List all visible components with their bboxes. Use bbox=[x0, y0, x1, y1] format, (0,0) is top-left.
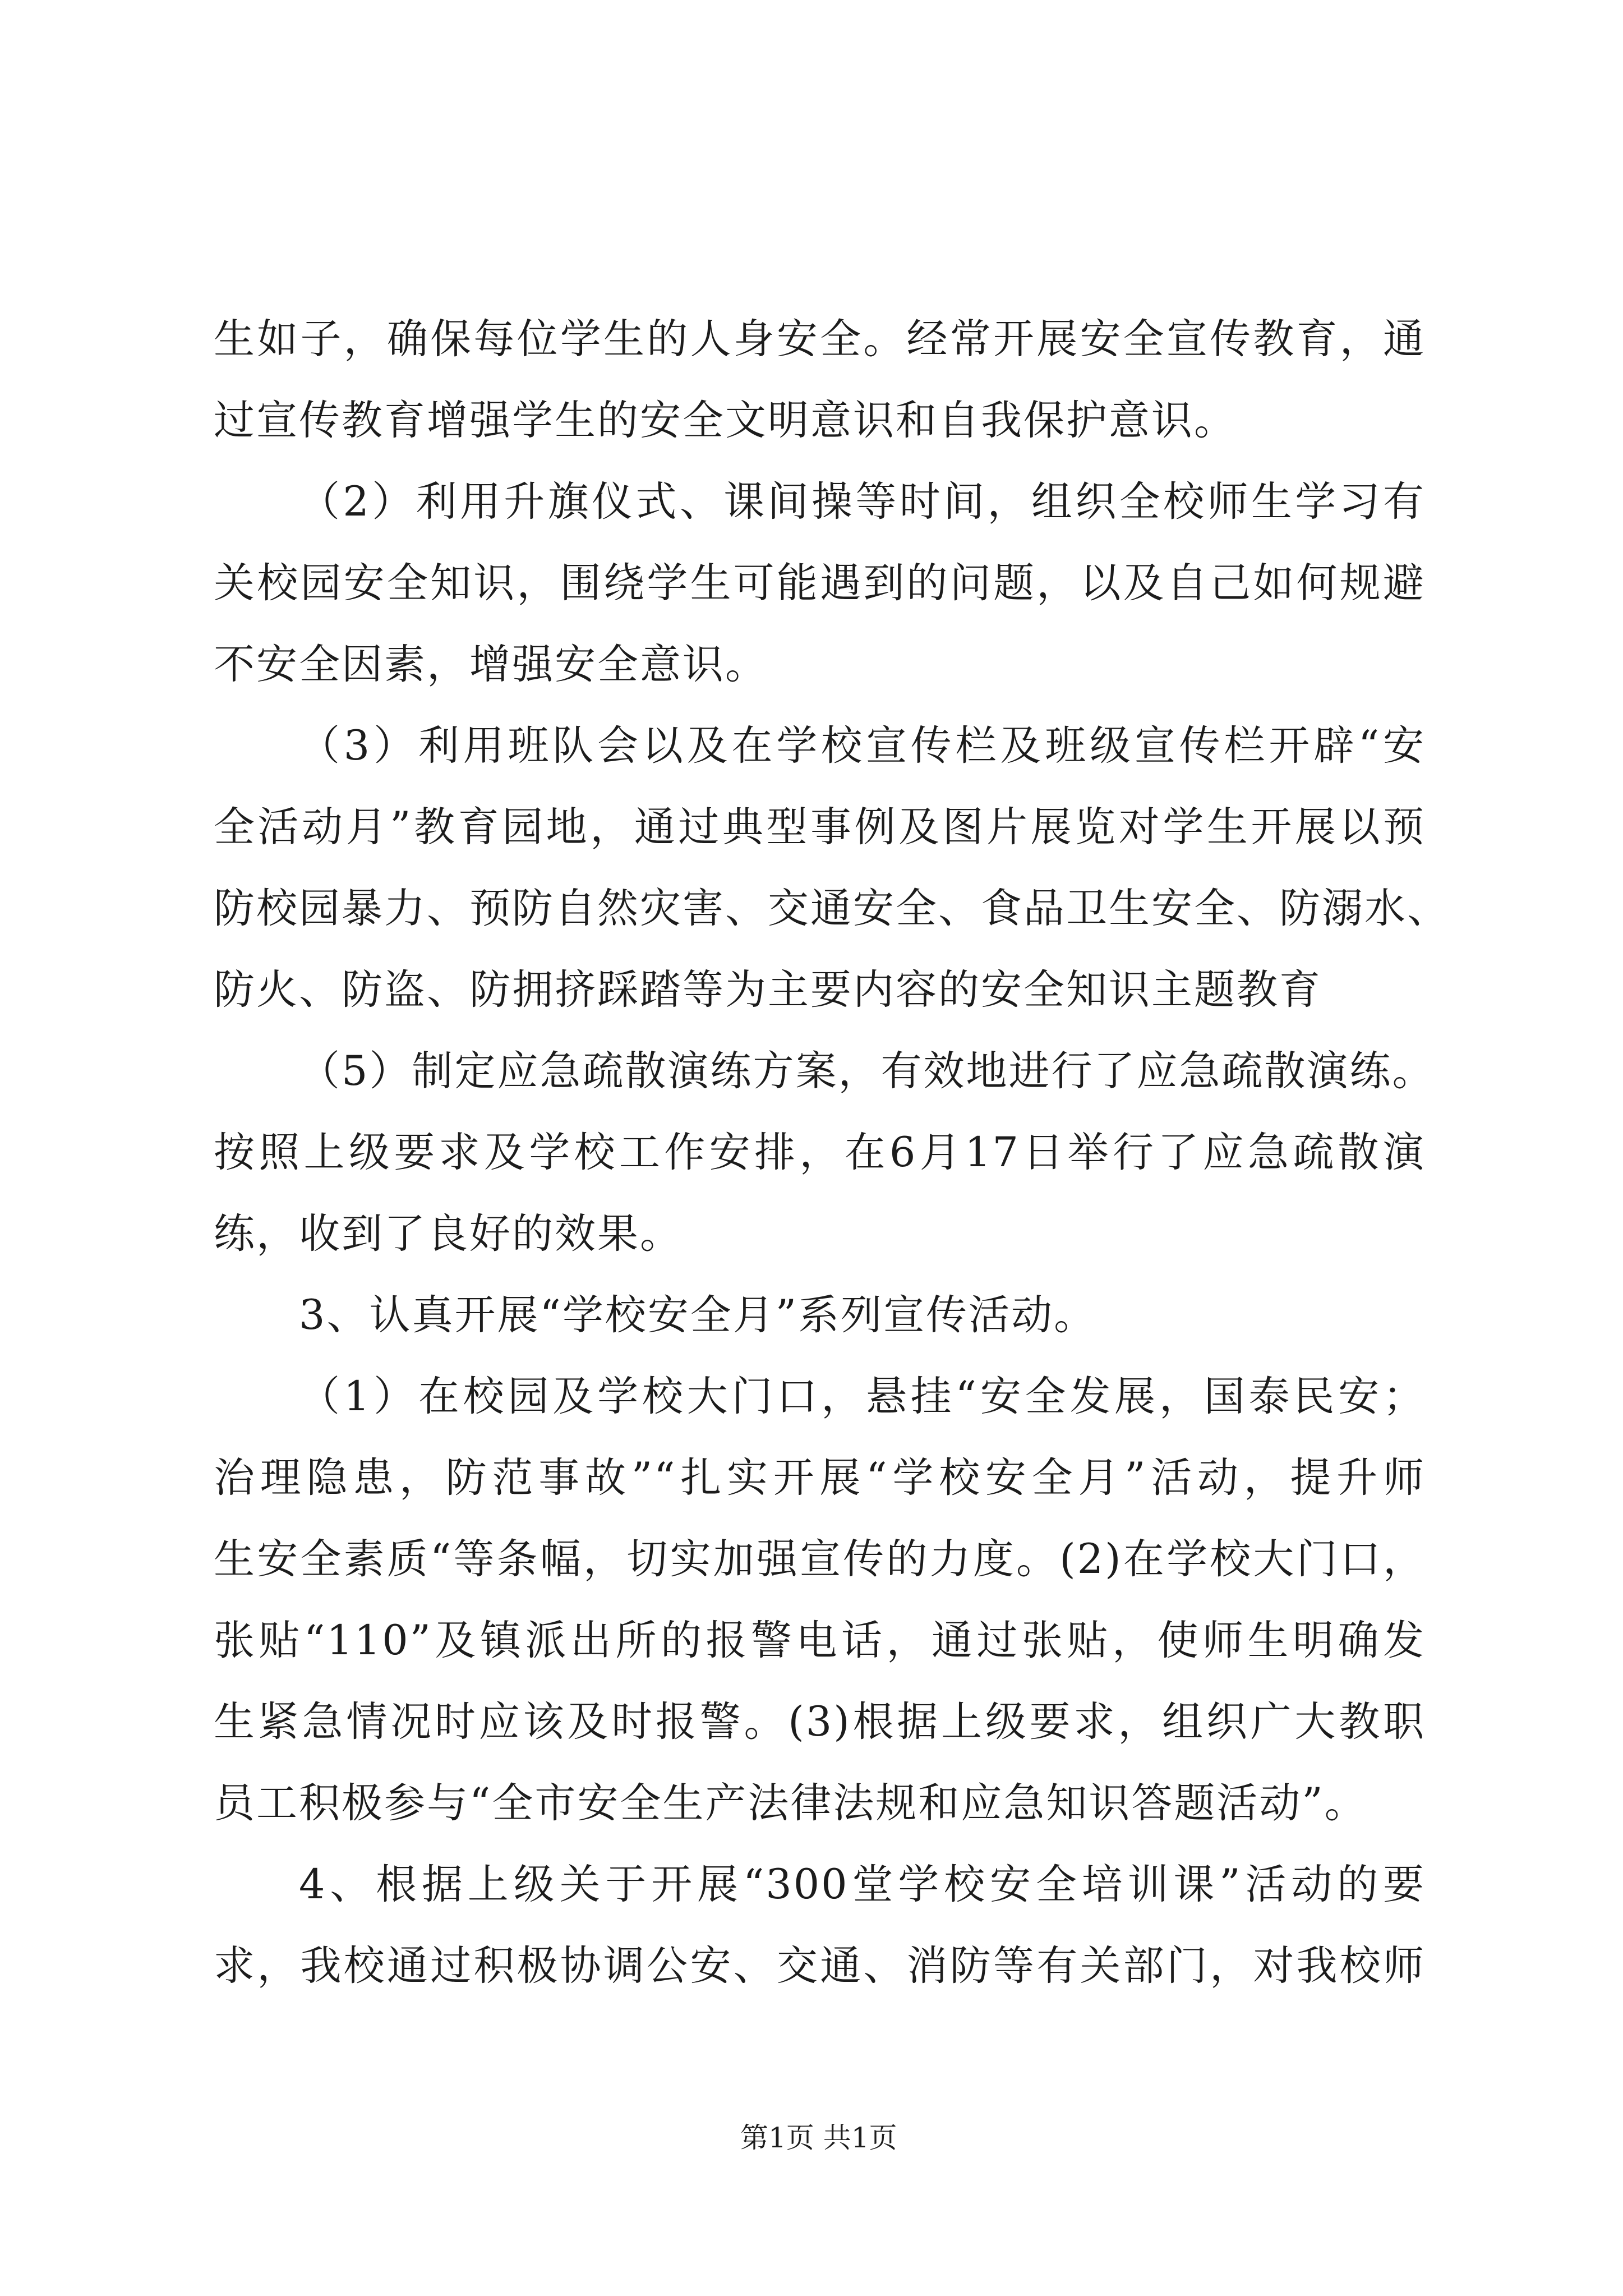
body-line: （1）在校园及学校大门口，悬挂“安全发展，国泰民安； bbox=[299, 1373, 1426, 1420]
paragraph bbox=[214, 298, 1426, 461]
paragraph bbox=[214, 1356, 1426, 1844]
body-line: 过宣传教育增强学生的安全文明意识和自我保护意识。 bbox=[214, 397, 1237, 444]
body-line: 练，收到了良好的效果。 bbox=[214, 1210, 683, 1258]
body-line: 员工积极参与“全市安全生产法律法规和应急知识答题活动”。 bbox=[214, 1779, 1367, 1827]
document-body bbox=[214, 298, 1450, 2007]
body-line: 张贴“110”及镇派出所的报警电话，通过张贴，使师生明确发 bbox=[214, 1617, 1426, 1664]
page-footer: 第1页 共1页 bbox=[740, 2122, 897, 2154]
body-line: 防校园暴力、预防自然灾害、交通安全、食品卫生安全、防溺水、 bbox=[214, 885, 1450, 932]
paragraph bbox=[214, 1030, 1435, 1274]
paragraph bbox=[214, 1844, 1426, 2007]
paragraph bbox=[214, 705, 1450, 1030]
body-line: 求，我校通过积极协调公安、交通、消防等有关部门，对我校师 bbox=[214, 1942, 1426, 1990]
body-line: 治理隐患，防范事故”“扎实开展“学校安全月”活动，提升师 bbox=[214, 1454, 1426, 1502]
paragraph bbox=[214, 461, 1426, 705]
paragraph bbox=[214, 1274, 1426, 1356]
body-line: 防火、防盗、防拥挤踩踏等为主要内容的安全知识主题教育 bbox=[214, 966, 1322, 1014]
body-line: 生如子，确保每位学生的人身安全。经常开展安全宣传教育，通 bbox=[214, 315, 1426, 363]
body-line: （3）利用班队会以及在学校宣传栏及班级宣传栏开辟“安 bbox=[299, 722, 1426, 770]
body-line: 生紧急情况时应该及时报警。(3)根据上级要求，组织广大教职 bbox=[214, 1698, 1426, 1746]
body-line: （2）利用升旗仪式、课间操等时间，组织全校师生学习有 bbox=[299, 478, 1426, 526]
body-line: 3、认真开展“学校安全月”系列宣传活动。 bbox=[299, 1291, 1097, 1339]
body-line: 生安全素质“等条幅，切实加强宣传的力度。(2)在学校大门口， bbox=[214, 1535, 1426, 1583]
body-line: 关校园安全知识，围绕学生可能遇到的问题，以及自己如何规避 bbox=[214, 559, 1426, 607]
body-line: （5）制定应急疏散演练方案，有效地进行了应急疏散演练。 bbox=[299, 1047, 1435, 1095]
body-line: 4、根据上级关于开展“300堂学校安全培训课”活动的要 bbox=[299, 1861, 1426, 1908]
body-line: 按照上级要求及学校工作安排，在6月17日举行了应急疏散演 bbox=[214, 1129, 1426, 1176]
body-line: 全活动月”教育园地，通过典型事例及图片展览对学生开展以预 bbox=[214, 803, 1426, 851]
body-line: 不安全因素，增强安全意识。 bbox=[214, 641, 768, 688]
